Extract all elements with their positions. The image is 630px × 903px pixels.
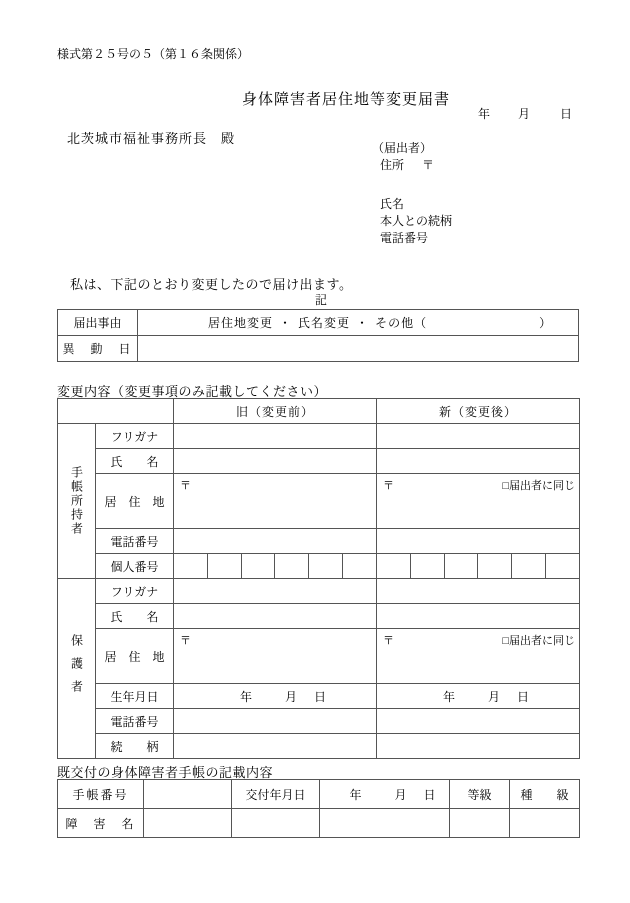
holder-same-as-submitter-checkbox[interactable]: □届出者に同じ bbox=[502, 480, 575, 492]
addressee: 北茨城市福祉事務所長 殿 bbox=[67, 131, 236, 146]
guardian-birthdate-label: 生年月日 bbox=[96, 684, 174, 709]
disability-cell-5[interactable] bbox=[450, 809, 510, 838]
birth-day-label: 日 bbox=[516, 689, 529, 704]
guardian-section-label-cell bbox=[58, 579, 96, 759]
mynumber-grid-new bbox=[377, 554, 579, 578]
ki-mark-text: 記 bbox=[314, 293, 327, 307]
mynumber-cell[interactable] bbox=[174, 554, 208, 578]
table-row bbox=[58, 579, 580, 604]
mynumber-cell[interactable] bbox=[342, 554, 376, 578]
table-row bbox=[58, 529, 580, 554]
page-title-text: 身体障害者居住地等変更届書 bbox=[241, 92, 450, 108]
guardian-phone-new[interactable] bbox=[377, 709, 580, 734]
submitter-spacer bbox=[372, 174, 452, 196]
holder-name-old[interactable] bbox=[174, 449, 377, 474]
date-year-label: 年 bbox=[478, 107, 491, 121]
reason-separator-1: ・ bbox=[279, 316, 293, 330]
mynumber-cell[interactable] bbox=[444, 554, 478, 578]
holder-mynumber-old[interactable] bbox=[174, 554, 377, 579]
holder-vertical-label: 手帳所持者 bbox=[69, 466, 84, 536]
submitter-address-row bbox=[372, 157, 452, 174]
mynumber-row bbox=[174, 554, 376, 578]
birth-year-label: 年 bbox=[442, 689, 455, 704]
guardian-address-new[interactable] bbox=[377, 629, 580, 684]
guardian-birthdate-old[interactable] bbox=[174, 684, 377, 709]
mynumber-cell[interactable] bbox=[208, 554, 242, 578]
guardian-furigana-old[interactable] bbox=[174, 579, 377, 604]
mynumber-cell[interactable] bbox=[512, 554, 546, 578]
table-row bbox=[58, 424, 580, 449]
guardian-address-label: 居 住 地 bbox=[96, 629, 174, 684]
submitter-address-label: 住所 bbox=[380, 158, 405, 172]
table-row bbox=[58, 709, 580, 734]
holder-name-new[interactable] bbox=[377, 449, 580, 474]
birth-year-label: 年 bbox=[239, 689, 252, 704]
table-row bbox=[58, 336, 579, 362]
table-row bbox=[58, 780, 580, 809]
table-row bbox=[58, 809, 580, 838]
submitter-name-label: 氏名 bbox=[380, 197, 405, 211]
issue-date-label: 交付年月日 bbox=[232, 780, 320, 809]
form-code: 様式第２５号の５（第１６条関係） bbox=[57, 47, 250, 61]
holder-furigana-new[interactable] bbox=[377, 424, 580, 449]
mynumber-grid-old bbox=[174, 554, 376, 578]
change-date-value-cell[interactable] bbox=[138, 336, 579, 362]
table-row bbox=[58, 684, 580, 709]
guardian-relation-old[interactable] bbox=[174, 734, 377, 759]
mynumber-cell[interactable] bbox=[309, 554, 343, 578]
reason-paren-open: （ bbox=[414, 316, 428, 330]
reason-value-cell[interactable] bbox=[138, 310, 579, 336]
disability-name-label: 障 害 名 bbox=[58, 809, 144, 838]
holder-phone-new[interactable] bbox=[377, 529, 580, 554]
mynumber-cell[interactable] bbox=[377, 554, 411, 578]
guardian-name-old[interactable] bbox=[174, 604, 377, 629]
reason-options bbox=[138, 314, 578, 331]
postal-mark-icon: 〒 bbox=[422, 158, 435, 172]
holder-phone-old[interactable] bbox=[174, 529, 377, 554]
reason-paren-close: ） bbox=[539, 316, 553, 330]
table-row bbox=[58, 604, 580, 629]
guardian-name-new[interactable] bbox=[377, 604, 580, 629]
statement-text: 私は、下記のとおり変更したので届け出ます。 bbox=[70, 277, 353, 292]
disability-name-value[interactable] bbox=[144, 809, 232, 838]
booklet-number-label: 手帳番号 bbox=[58, 780, 144, 809]
holder-address-label: 居 住 地 bbox=[96, 474, 174, 529]
grade-value[interactable]: 種 級 bbox=[510, 780, 580, 809]
holder-mynumber-label: 個人番号 bbox=[96, 554, 174, 579]
date-month-label: 月 bbox=[518, 107, 531, 121]
holder-address-old[interactable] bbox=[174, 474, 377, 529]
birth-month-label: 月 bbox=[284, 689, 297, 704]
postal-mark-icon: 〒 bbox=[383, 635, 394, 647]
disability-cell-4[interactable] bbox=[320, 809, 450, 838]
holder-mynumber-new[interactable] bbox=[377, 554, 580, 579]
booklet-heading: 既交付の身体障害者手帳の記載内容 bbox=[57, 765, 274, 780]
grade-label: 等級 bbox=[450, 780, 510, 809]
guardian-address-old[interactable] bbox=[174, 629, 377, 684]
table-row bbox=[58, 734, 580, 759]
table-row bbox=[58, 629, 580, 684]
table-header-row bbox=[58, 399, 580, 424]
holder-name-label: 氏 名 bbox=[96, 449, 174, 474]
disability-cell-6[interactable] bbox=[510, 809, 580, 838]
change-date-label-cell: 異 動 日 bbox=[58, 336, 138, 362]
change-content-heading: 変更内容（変更事項のみ記載してください） bbox=[57, 384, 328, 399]
mynumber-cell[interactable] bbox=[545, 554, 579, 578]
table-row bbox=[58, 554, 580, 579]
holder-furigana-old[interactable] bbox=[174, 424, 377, 449]
issue-year-label: 年 bbox=[349, 787, 362, 802]
reason-option-other[interactable]: その他 bbox=[375, 316, 415, 330]
booklet-number-value[interactable] bbox=[144, 780, 232, 809]
submitter-heading: （届出者） bbox=[372, 141, 433, 155]
mynumber-cell[interactable] bbox=[275, 554, 309, 578]
guardian-vertical-label: 保護者 bbox=[69, 634, 84, 703]
reason-option-name[interactable]: 氏名変更 bbox=[298, 316, 351, 330]
mynumber-cell[interactable] bbox=[411, 554, 445, 578]
guardian-name-label: 氏 名 bbox=[96, 604, 174, 629]
birth-month-label: 月 bbox=[487, 689, 500, 704]
guardian-relation-new[interactable] bbox=[377, 734, 580, 759]
mynumber-row bbox=[377, 554, 579, 578]
column-header-new: 新（変更後） bbox=[377, 399, 580, 424]
birth-day-label: 日 bbox=[313, 689, 326, 704]
table-row bbox=[58, 449, 580, 474]
holder-section-label-cell bbox=[58, 424, 96, 579]
postal-mark-icon: 〒 bbox=[180, 635, 191, 647]
issue-month-label: 月 bbox=[394, 787, 407, 802]
submitter-block bbox=[372, 140, 452, 247]
reason-label-cell: 届出事由 bbox=[58, 310, 138, 336]
date-line bbox=[478, 105, 572, 122]
change-content-table bbox=[57, 398, 580, 759]
submitter-phone-label: 電話番号 bbox=[380, 231, 429, 245]
table-row bbox=[58, 474, 580, 529]
submitter-relation-label: 本人との続柄 bbox=[380, 214, 453, 228]
booklet-table bbox=[57, 779, 580, 838]
ki-mark bbox=[0, 291, 630, 308]
reason-separator-2: ・ bbox=[356, 316, 370, 330]
issue-day-label: 日 bbox=[423, 787, 436, 802]
guardian-relation-label: 続 柄 bbox=[96, 734, 174, 759]
mynumber-cell[interactable] bbox=[478, 554, 512, 578]
postal-mark-icon: 〒 bbox=[180, 480, 191, 492]
disability-cell-3[interactable] bbox=[232, 809, 320, 838]
reason-table bbox=[57, 309, 579, 362]
holder-furigana-label: フリガナ bbox=[96, 424, 174, 449]
guardian-phone-label: 電話番号 bbox=[96, 709, 174, 734]
issue-date-value[interactable] bbox=[320, 780, 450, 809]
guardian-birthdate-new[interactable] bbox=[377, 684, 580, 709]
mynumber-cell[interactable] bbox=[241, 554, 275, 578]
holder-address-new[interactable] bbox=[377, 474, 580, 529]
postal-mark-icon: 〒 bbox=[383, 480, 394, 492]
holder-phone-label: 電話番号 bbox=[96, 529, 174, 554]
guardian-furigana-new[interactable] bbox=[377, 579, 580, 604]
date-day-label: 日 bbox=[560, 107, 573, 121]
guardian-phone-old[interactable] bbox=[174, 709, 377, 734]
column-header-blank bbox=[58, 399, 174, 424]
guardian-same-as-submitter-checkbox[interactable]: □届出者に同じ bbox=[502, 635, 575, 647]
guardian-furigana-label: フリガナ bbox=[96, 579, 174, 604]
table-row bbox=[58, 310, 579, 336]
column-header-old: 旧（変更前） bbox=[174, 399, 377, 424]
reason-option-residence[interactable]: 居住地変更 bbox=[208, 316, 274, 330]
